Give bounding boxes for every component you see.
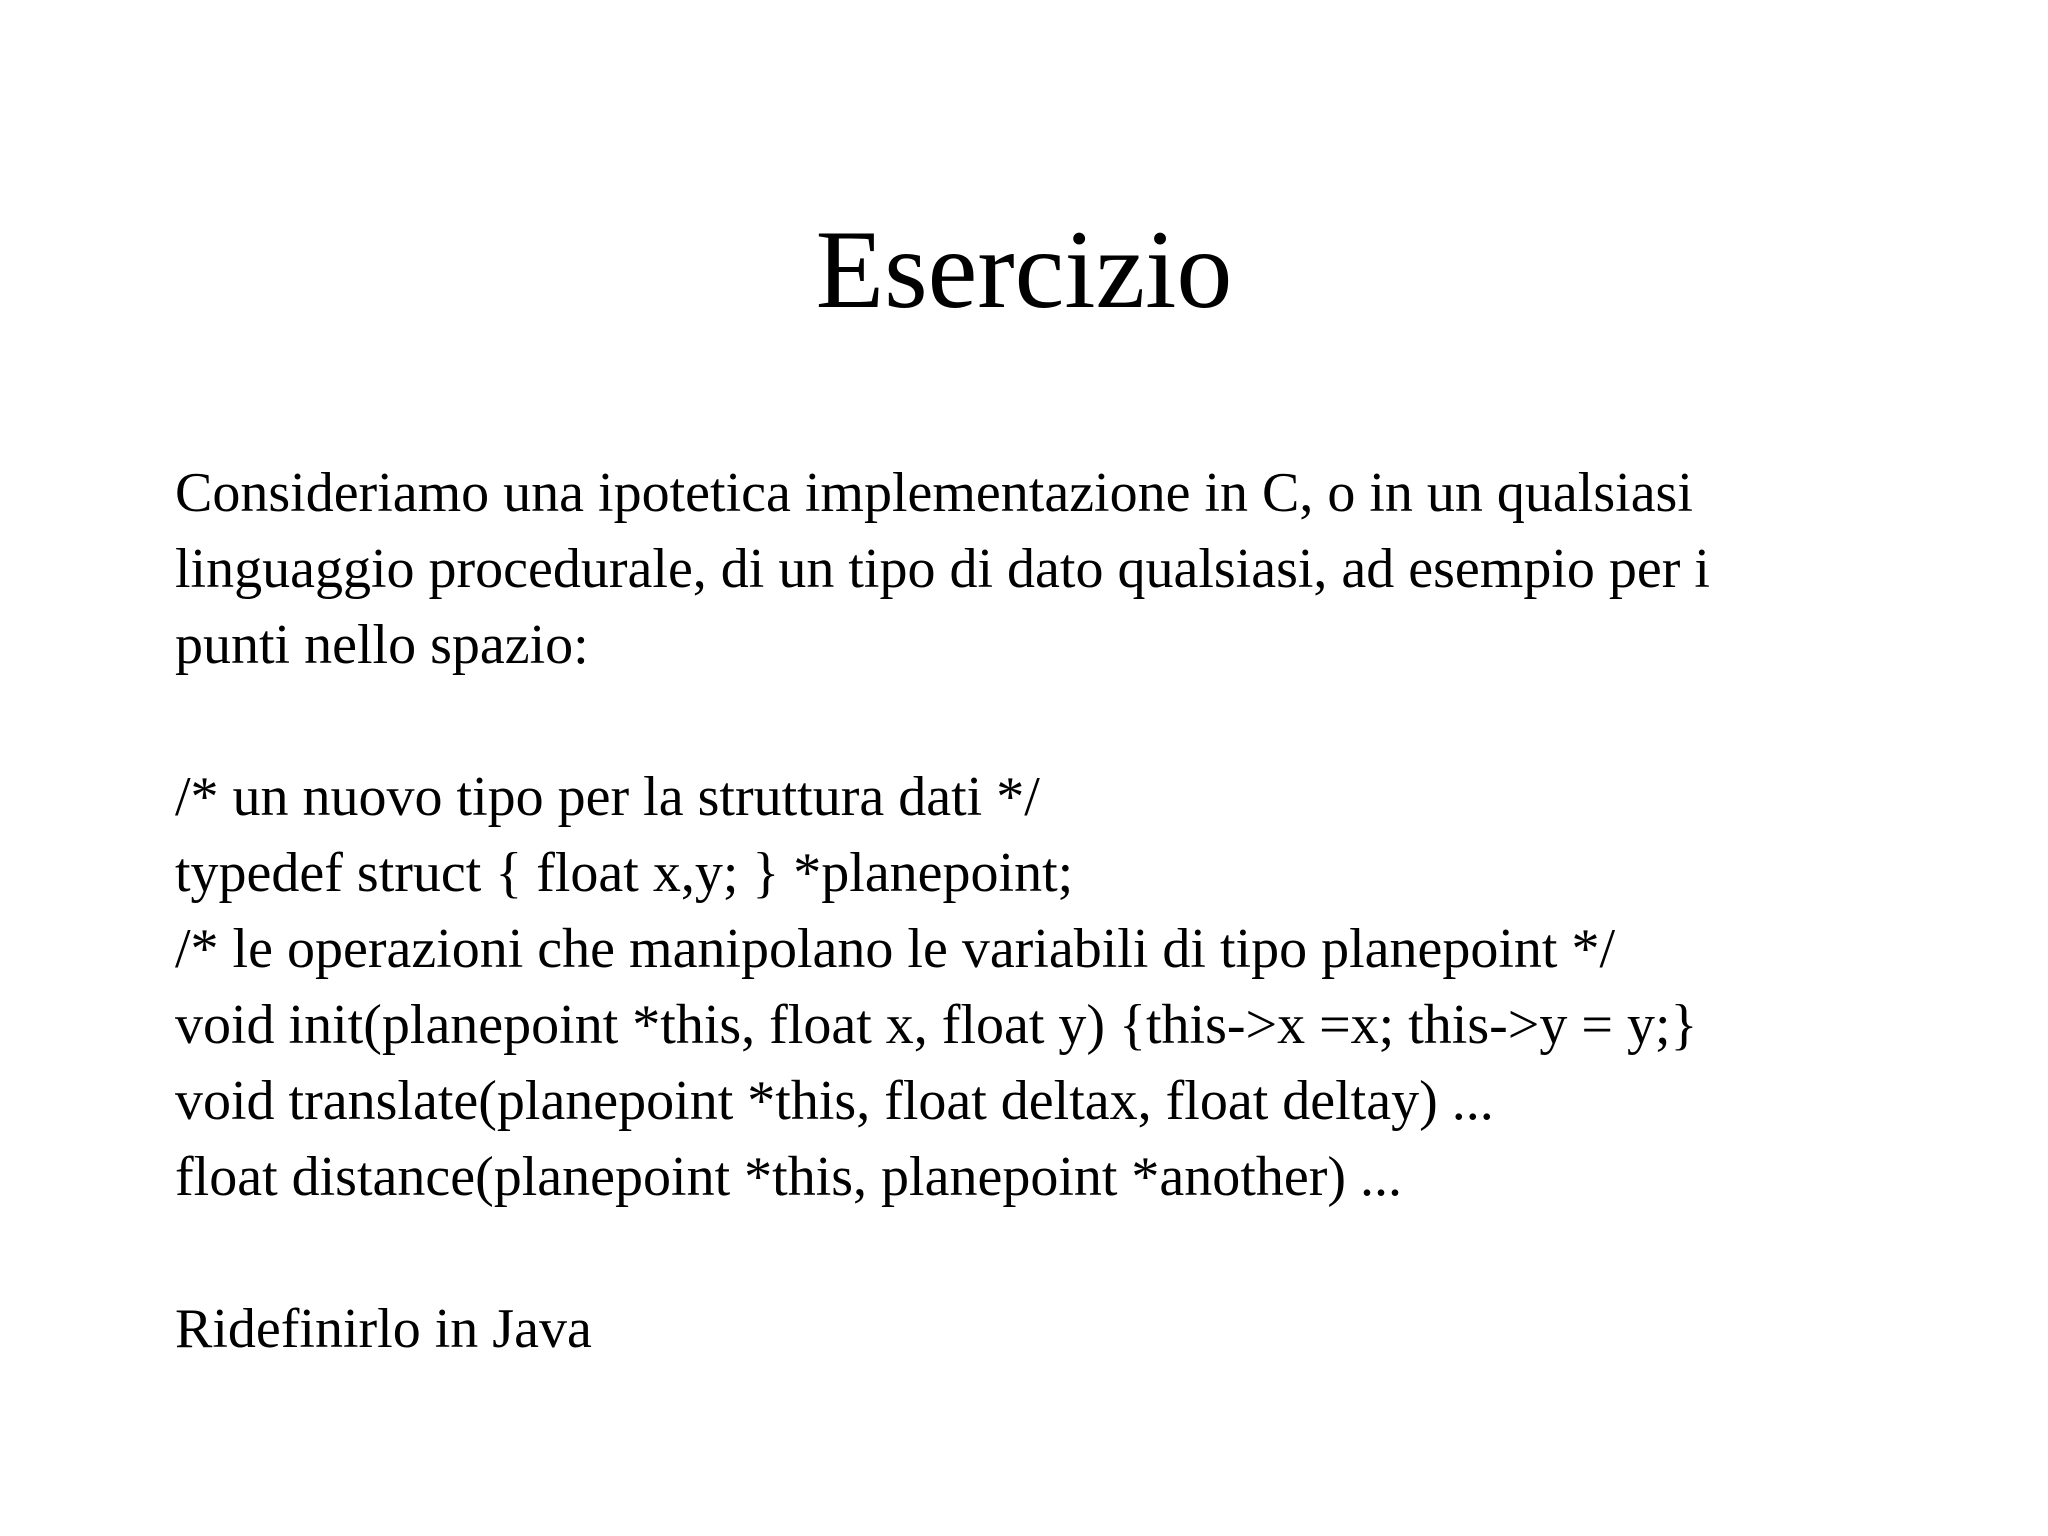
slide-title: Esercizio bbox=[815, 208, 1233, 332]
code-comment-struct: /* un nuovo tipo per la struttura dati */ bbox=[175, 766, 1040, 828]
intro-line-2: linguaggio procedurale, di un tipo di dato qualsiasi, ad esempio per i bbox=[175, 538, 1710, 600]
code-translate: void translate(planepoint *this, float deltax, float deltay) ... bbox=[175, 1070, 1494, 1132]
code-typedef: typedef struct { float x,y; } *planepoint; bbox=[175, 842, 1074, 904]
slide-body bbox=[175, 455, 1975, 1367]
intro-line-3: punti nello spazio: bbox=[175, 614, 589, 676]
code-comment-operations: /* le operazioni che manipolano le variabili di tipo planepoint */ bbox=[175, 918, 1616, 980]
blank-line bbox=[175, 1215, 1975, 1291]
code-init: void init(planepoint *this, float x, float y) {this->x =x; this->y = y;} bbox=[175, 994, 1698, 1056]
closing-instruction: Ridefinirlo in Java bbox=[175, 1298, 592, 1360]
intro-line-1: Consideriamo una ipotetica implementazione in C, o in un qualsiasi bbox=[175, 462, 1693, 524]
blank-line bbox=[175, 683, 1975, 759]
code-distance: float distance(planepoint *this, planepoint *another) ... bbox=[175, 1146, 1402, 1208]
